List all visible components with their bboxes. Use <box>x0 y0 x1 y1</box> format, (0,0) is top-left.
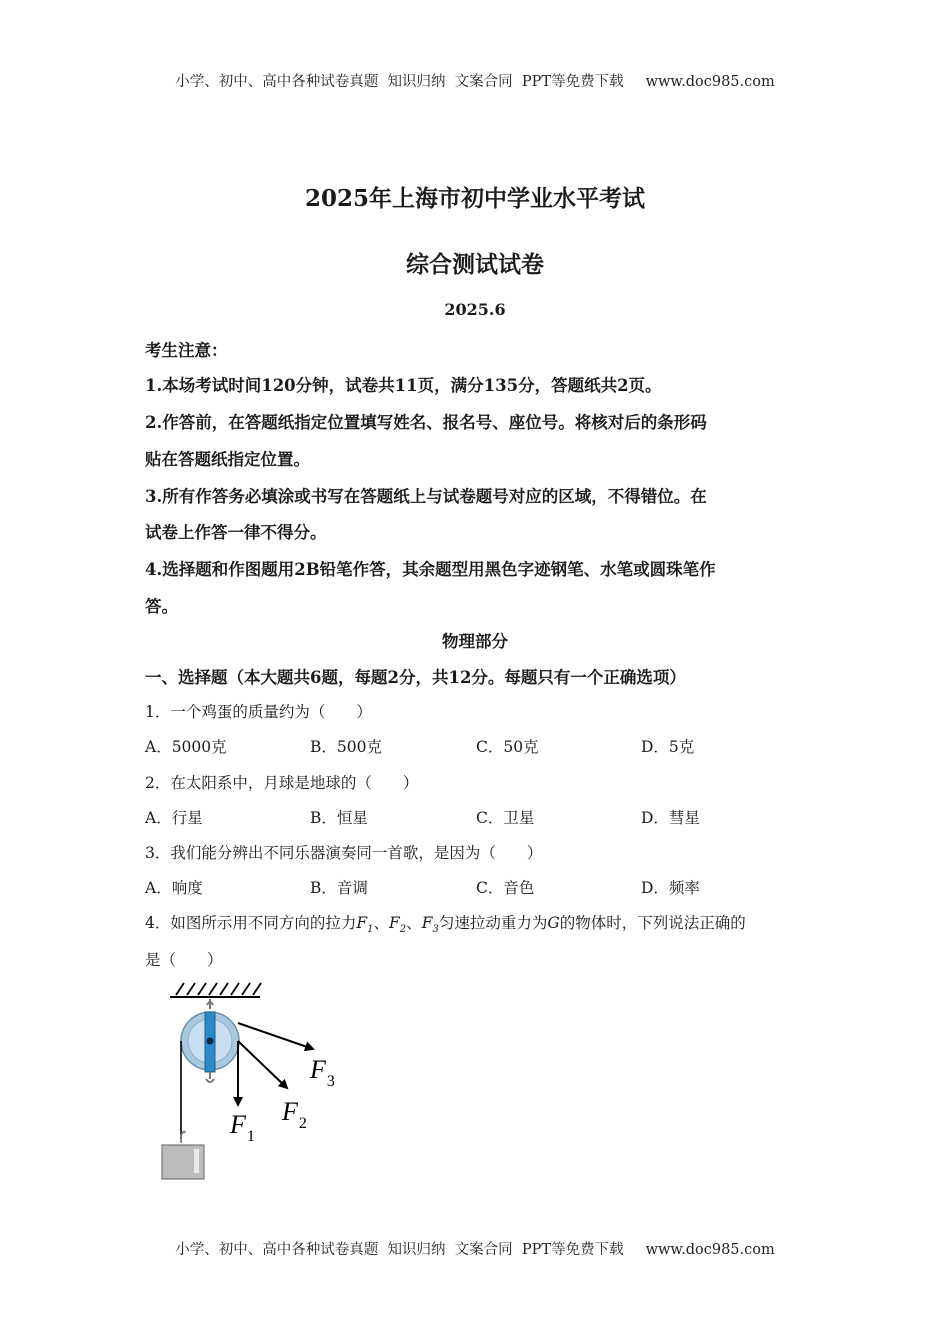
question-2-option-c: C．卫星 <box>476 809 535 827</box>
exam-date: 2025.6 <box>444 300 506 319</box>
question-3-option-c: C．音色 <box>476 879 535 897</box>
label-f2: $F_2$ <box>282 1097 307 1132</box>
label-f3: $F_3$ <box>310 1055 335 1090</box>
notice-item-4: 4.选择题和作图题用2B铅笔作答，其余题型用黑色字迹钢笔、水笔或圆珠笔作 <box>145 560 716 579</box>
question-3-option-b: B．音调 <box>310 879 368 897</box>
question-4-stem: 4．如图所示用不同方向的拉力$F_1$、$F_2$、$F_3$匀速拉动重力为G的物体时，下列说法正确的 <box>145 914 746 936</box>
notice-item-4-cont: 答。 <box>145 597 178 616</box>
force-arrow-f2 <box>238 1041 287 1088</box>
page-footer <box>0 1238 950 1259</box>
question-1-option-c: C．50克 <box>476 738 539 756</box>
notice-item-1: 1.本场考试时间120分钟，试卷共11页，满分135分，答题纸共2页。 <box>145 376 662 395</box>
page-header <box>0 70 950 91</box>
section-title: 物理部分 <box>442 632 508 651</box>
question-4-stem-cont: 是（ ） <box>145 951 223 969</box>
question-2-option-b: B．恒星 <box>310 809 368 827</box>
force-arrow-f3 <box>238 1023 313 1049</box>
footer-text: 小学、初中、高中各种试卷真题 知识归纳 文案合同 PPT等免费下载 <box>175 1242 624 1258</box>
question-3-option-d: D．频率 <box>641 879 700 897</box>
pulley-figure <box>150 975 360 1190</box>
label-f1: $F_1$ <box>230 1110 255 1145</box>
notice-item-2-cont: 贴在答题纸指定位置。 <box>145 450 310 469</box>
notice-heading: 考生注意： <box>145 341 228 360</box>
notice-item-2: 2.作答前，在答题纸指定位置填写姓名、报名号、座位号。将核对后的条形码 <box>145 413 707 432</box>
part-title: 一、选择题（本大题共6题，每题2分，共12分。每题只有一个正确选项） <box>145 668 686 687</box>
question-1-option-b: B．500克 <box>310 738 382 756</box>
question-1-stem: 1．一个鸡蛋的质量约为（ ） <box>145 703 372 721</box>
question-2-option-a: A．行星 <box>145 809 203 827</box>
notice-item-3-cont: 试卷上作答一律不得分。 <box>145 523 327 542</box>
question-1-option-a: A．5000克 <box>145 738 227 756</box>
question-1-option-d: D．5克 <box>641 738 695 756</box>
weight-block <box>162 1145 204 1179</box>
exam-subtitle: 综合测试试卷 <box>406 251 544 278</box>
footer-url[interactable]: www.doc985.com <box>645 1242 775 1258</box>
question-2-stem: 2．在太阳系中，月球是地球的（ ） <box>145 774 419 792</box>
notice-item-3: 3.所有作答务必填涂或书写在答题纸上与试卷题号对应的区域，不得错位。在 <box>145 487 707 506</box>
header-url[interactable]: www.doc985.com <box>645 74 775 90</box>
question-3-stem: 3．我们能分辨出不同乐器演奏同一首歌，是因为（ ） <box>145 844 543 862</box>
exam-title: 2025年上海市初中学业水平考试 <box>304 185 645 212</box>
question-2-option-d: D．彗星 <box>641 809 700 827</box>
header-text: 小学、初中、高中各种试卷真题 知识归纳 文案合同 PPT等免费下载 <box>175 74 624 90</box>
question-3-option-a: A．响度 <box>145 879 203 897</box>
pulley-wheel <box>181 1012 239 1072</box>
ceiling-hatch <box>170 983 261 997</box>
